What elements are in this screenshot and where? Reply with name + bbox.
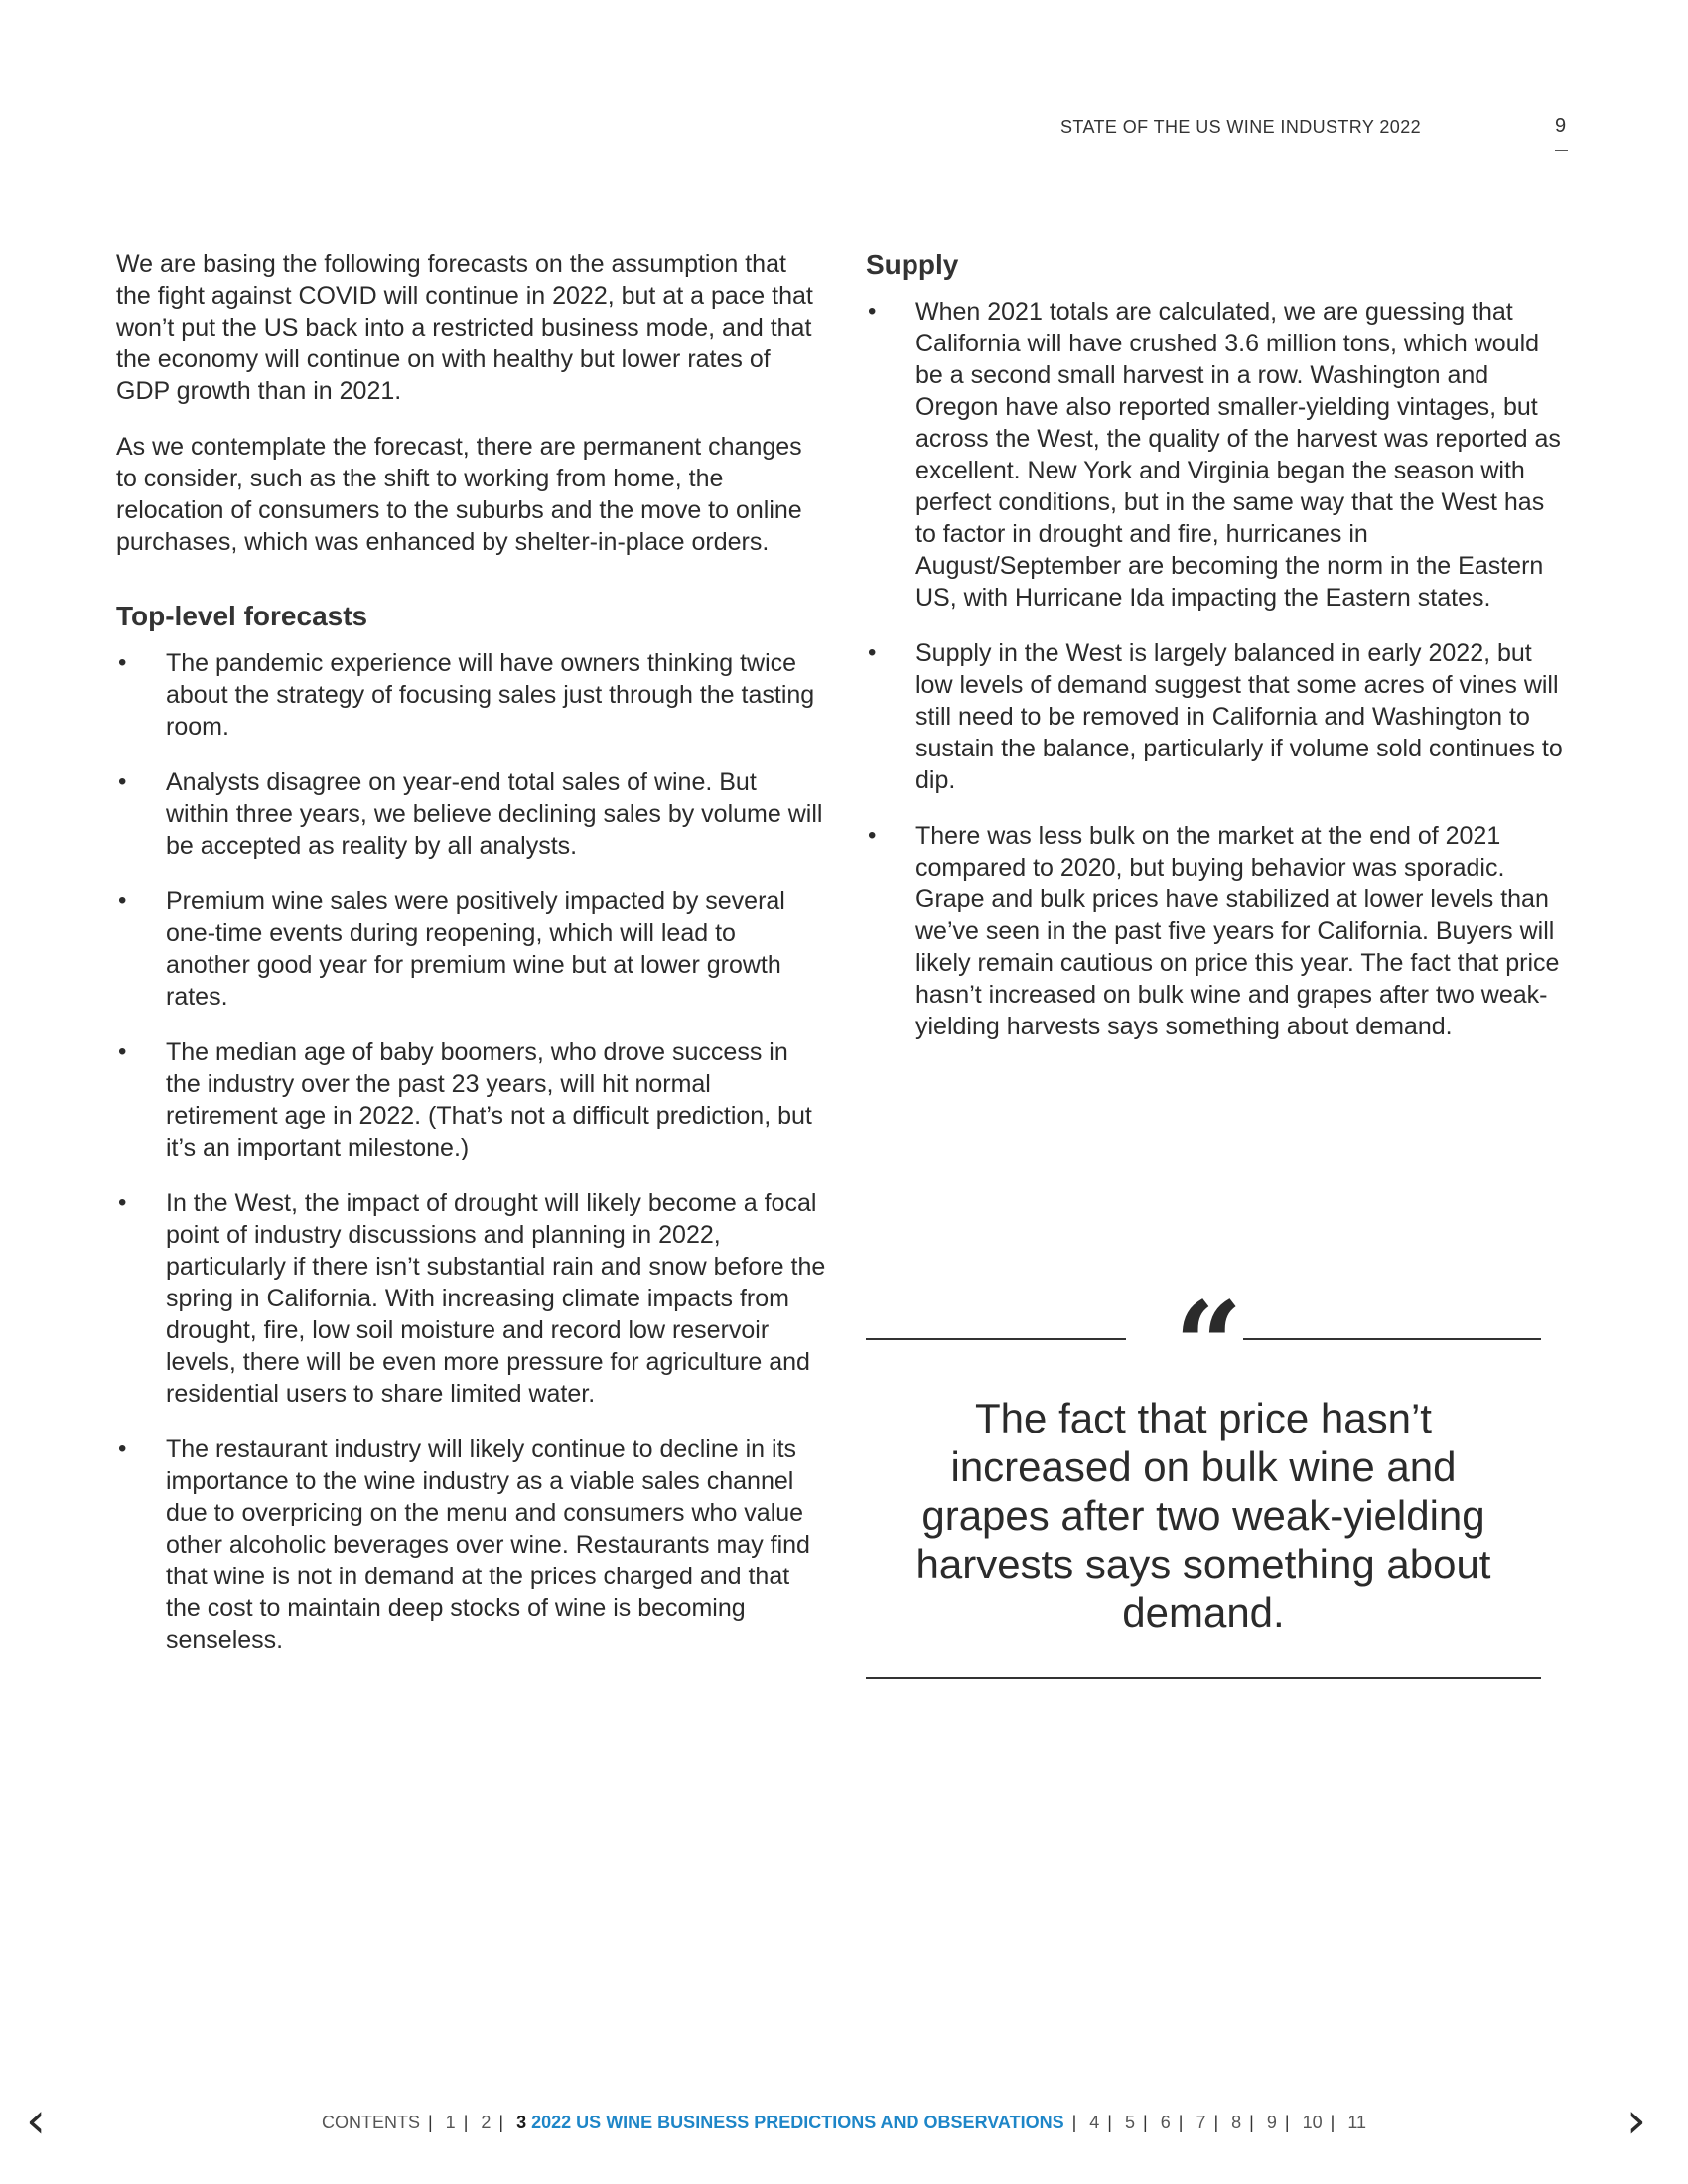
nav-page-11-link[interactable]: 11 xyxy=(1347,2113,1367,2132)
bullet-icon: • xyxy=(868,822,877,849)
list-item: • The median age of baby boomers, who drove success in the industry over the past 23 years, will hit normal retirement age in 2022. (That’s not a difficult prediction, but it’s an important milestone.) xyxy=(118,1038,812,1161)
list-item: • In the West, the impact of drought will likely become a focal point of industry discussions and planning in 2022, particularly if there isn’t substantial rain and snow before the spring in California. With increasing climate impacts from drought, fire, low soil moisture and record low reservoir levels, there will be even more pressure for agriculture and residential users to share limited water. xyxy=(118,1189,826,1408)
nav-separator: | xyxy=(1107,2113,1112,2132)
list-item: • There was less bulk on the market at the end of 2021 compared to 2020, but buying behavior was sporadic. Grape and bulk prices have stabilized at lower levels than we’ve seen in the past five years for California. Buyers will likely remain cautious on price this year. The fact that price hasn’t increased on bulk wine and grapes after two weak-yielding harvests says something about demand. xyxy=(868,822,1560,1040)
page-number-underline xyxy=(1555,150,1568,151)
nav-page-3-link[interactable]: 3 xyxy=(516,2113,527,2132)
quote-rule-bottom xyxy=(866,1677,1541,1679)
nav-page-1-link[interactable]: 1 xyxy=(445,2113,456,2132)
bullet-icon: • xyxy=(868,639,877,666)
nav-separator: | xyxy=(427,2113,433,2132)
nav-page-7-link[interactable]: 7 xyxy=(1196,2113,1206,2132)
list-item: • Premium wine sales were positively impacted by several one-time events during reopening, which will lead to another good year for premium wine but at lower growth rates. xyxy=(118,887,785,1011)
list-item: • Supply in the West is largely balanced in early 2022, but low levels of demand suggest that some acres of vines will still need to be removed in California and Washington to sustain the balance, particularly if volume sold continues to dip. xyxy=(868,639,1563,794)
nav-separator: | xyxy=(1071,2113,1077,2132)
nav-separator: | xyxy=(498,2113,504,2132)
quote-rule-left xyxy=(866,1338,1126,1340)
nav-page-9-link[interactable]: 9 xyxy=(1266,2113,1277,2132)
top-level-forecasts-heading: Top-level forecasts xyxy=(116,601,368,631)
nav-separator: | xyxy=(463,2113,469,2132)
supply-heading: Supply xyxy=(866,249,959,280)
page-number: 9 xyxy=(1555,115,1567,137)
bullet-icon: • xyxy=(868,298,877,325)
bullet-icon: • xyxy=(118,649,127,676)
pull-quote xyxy=(866,1276,1541,1679)
nav-separator: | xyxy=(1213,2113,1219,2132)
context-paragraph: As we contemplate the forecast, there are permanent changes to consider, such as the shift to working from home, the relocation of consumers to the suburbs and the move to online purchases, which was enhanced by shelter-in-place orders. xyxy=(116,433,802,556)
nav-current-section-link[interactable]: 2022 US WINE BUSINESS PREDICTIONS AND OBSERVATIONS xyxy=(531,2113,1064,2132)
forecast-list xyxy=(116,647,826,1656)
nav-page-6-link[interactable]: 6 xyxy=(1160,2113,1171,2132)
nav-separator: | xyxy=(1178,2113,1184,2132)
quote-rule-right xyxy=(1243,1338,1541,1340)
list-item: • When 2021 totals are calculated, we are guessing that California will have crushed 3.6 million tons, which would be a second small harvest in a row. Washington and Oregon have also reported smaller-yielding vintages, but across the West, the quality of the harvest was reported as excellent. New York and Virginia began the season with perfect conditions, but in the same way that the West has to factor in drought and fire, hurricanes in August/September are becoming the norm in the Eastern US, with Hurricane Ida impacting the Eastern states. xyxy=(868,298,1561,612)
bullet-icon: • xyxy=(118,1189,127,1216)
header-title: STATE OF THE US WINE INDUSTRY 2022 xyxy=(1060,117,1422,137)
supply-list xyxy=(866,296,1571,1042)
nav-separator: | xyxy=(1143,2113,1148,2132)
footer-navigation xyxy=(0,2113,1688,2133)
next-page-arrow-icon[interactable]: › xyxy=(1626,2092,1646,2149)
nav-page-10-link[interactable]: 10 xyxy=(1302,2113,1323,2132)
nav-page-5-link[interactable]: 5 xyxy=(1125,2113,1136,2132)
nav-page-2-link[interactable]: 2 xyxy=(481,2113,492,2132)
nav-separator: | xyxy=(1249,2113,1254,2132)
bullet-icon: • xyxy=(118,768,127,795)
list-item: • The pandemic experience will have owners thinking twice about the strategy of focusing sales just through the tasting room. xyxy=(118,649,815,741)
nav-page-4-link[interactable]: 4 xyxy=(1089,2113,1100,2132)
quote-mark-icon: “ xyxy=(1174,1276,1243,1416)
right-column xyxy=(866,248,1571,1066)
bullet-icon: • xyxy=(118,1435,127,1462)
previous-page-arrow-icon[interactable]: ‹ xyxy=(26,2092,46,2149)
left-column xyxy=(116,248,826,1680)
bullet-icon: • xyxy=(118,1038,127,1065)
nav-separator: | xyxy=(1330,2113,1336,2132)
bullet-icon: • xyxy=(118,887,127,914)
list-item: • Analysts disagree on year-end total sales of wine. But within three years, we believe declining sales by volume will be accepted as reality by all analysts. xyxy=(118,768,823,860)
nav-contents-link[interactable]: CONTENTS xyxy=(321,2113,420,2132)
intro-paragraph: We are basing the following forecasts on the assumption that the fight against COVID will continue in 2022, but at a pace that won’t put the US back into a restricted business mode, and that the economy will continue on with healthy but lower rates of GDP growth than in 2021. xyxy=(116,250,813,405)
list-item: • The restaurant industry will likely continue to decline in its importance to the wine industry as a viable sales channel due to overpricing on the menu and consumers who value other alcoholic beverages over wine. Restaurants may find that wine is not in demand at the prices charged and that the cost to maintain deep stocks of wine is becoming senseless. xyxy=(118,1435,810,1654)
nav-separator: | xyxy=(1284,2113,1290,2132)
pull-quote-text: The fact that price hasn’t increased on bulk wine and grapes after two weak-yielding harvests says something about demand. xyxy=(915,1395,1491,1636)
nav-page-8-link[interactable]: 8 xyxy=(1231,2113,1242,2132)
